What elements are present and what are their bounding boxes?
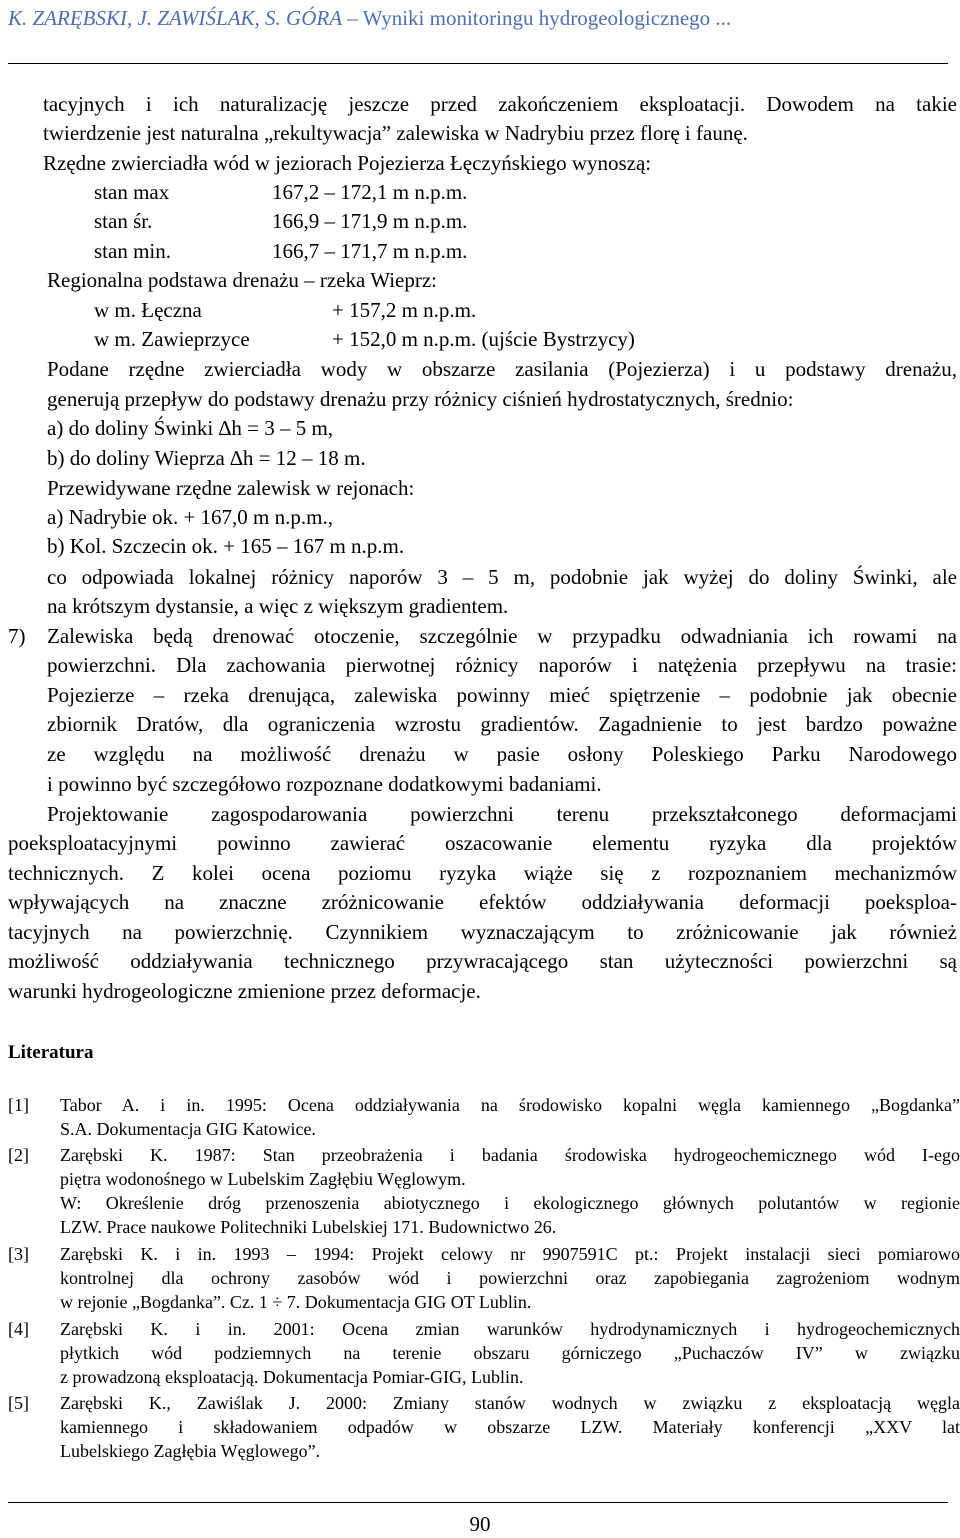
body-line: twierdzenie jest naturalna „rekultywacja” zalewiska w Nadrybiu przez florę i faunę. (43, 121, 748, 145)
list-item: b) do doliny Wieprza ∆h = 12 – 18 m. (47, 446, 366, 470)
body-line: Projektowanie zagospodarowania powierzchni terenu przekształconego deformacjami (47, 802, 957, 826)
reference-line: LZW. Prace naukowe Politechniki Lubelskiej 171. Budownictwo 26. (60, 1217, 557, 1237)
body-line: możliwość oddziaływania technicznego przywracającego stan użyteczności powierzchni są (8, 949, 957, 973)
town-label: w m. Łęczna (94, 298, 202, 322)
body-line: Rzędne zwierciadła wód w jeziorach Pojezierza Łęczyńskiego wynoszą: (43, 151, 652, 175)
reference-number: [1] (8, 1095, 29, 1115)
footer-rule (8, 1502, 948, 1503)
level-label: stan min. (94, 239, 171, 263)
reference-line: Zarębski K. i in. 2001: Ocena zmian warunków hydrodynamicznych i hydrogeochemicznych (60, 1319, 960, 1339)
header-separator: – (342, 6, 363, 30)
body-line: Podane rzędne zwierciadła wody w obszarze zasilania (Pojezierza) i u podstawy drenażu, (47, 357, 957, 381)
list-item: a) do doliny Świnki ∆h = 3 – 5 m, (47, 416, 334, 440)
body-line: Zalewiska będą drenować otoczenie, szczególnie w przypadku odwadniania ich rowami na (47, 624, 957, 648)
body-line: generują przepływ do podstawy drenażu przy różnicy ciśnień hydrostatycznych, średnio: (47, 387, 794, 411)
reference-number: [5] (8, 1393, 29, 1413)
reference-line: kontrolnej dla ochrony zasobów wód i powierzchni oraz zapobiegania zagrożeniom wodnym (60, 1268, 960, 1288)
header-rule (8, 63, 948, 64)
reference-line: Lubelskiego Zagłębia Węglowego”. (60, 1441, 321, 1461)
town-label: w m. Zawieprzyce (94, 327, 250, 351)
reference-line: S.A. Dokumentacja GIG Katowice. (60, 1119, 316, 1139)
body-line: technicznych. Z kolei ocena poziomu ryzyka wiąże się z rozpoznaniem mechanizmów (8, 861, 957, 885)
body-line: zbiornik Dratów, dla ograniczenia wzrostu gradientów. Zagadnienie to jest bardzo poważne (47, 712, 957, 736)
reference-line: piętra wodonośnego w Lubelskim Zagłębiu Węglowym. (60, 1169, 466, 1189)
page-number: 90 (469, 1512, 491, 1536)
body-line: i powinno być szczegółowo rozpoznane dodatkowymi badaniami. (47, 772, 602, 796)
body-line: poeksploatacyjnymi powinno zawierać oszacowanie elementu ryzyka dla projektów (8, 831, 957, 855)
item-number: 7) (8, 624, 26, 648)
level-value: 166,9 – 171,9 m n.p.m. (272, 209, 468, 233)
header-authors: K. ZARĘBSKI, J. ZAWIŚLAK, S. GÓRA (8, 6, 343, 30)
reference-line: z prowadzoną eksploatacją. Dokumentacja Pomiar-GIG, Lublin. (60, 1367, 524, 1387)
town-value: + 157,2 m n.p.m. (332, 298, 477, 322)
body-line: Przewidywane rzędne zalewisk w rejonach: (47, 476, 415, 500)
reference-item (8, 1143, 960, 1243)
reference-line: W: Określenie dróg przenoszenia abiotycznego i ekologicznego głównych polutantów w regionie (60, 1193, 960, 1213)
level-value: 167,2 – 172,1 m n.p.m. (272, 180, 468, 204)
literature-heading: Literatura (8, 1042, 94, 1063)
reference-line: Tabor A. i in. 1995: Ocena oddziaływania na środowisko kopalni węgla kamiennego „Bogdanka” (60, 1095, 960, 1115)
reference-item (8, 1093, 960, 1143)
body-line: tacyjnych i ich naturalizację jeszcze przed zakończeniem eksploatacji. Dowodem na takie (43, 92, 957, 116)
reference-number: [3] (8, 1244, 29, 1264)
reference-item (8, 1242, 960, 1317)
reference-line: kamiennego i składowaniem odpadów w obszarze LZW. Materiały konferencji „XXV lat (60, 1417, 960, 1437)
body-line: co odpowiada lokalnej różnicy naporów 3 – 5 m, podobnie jak wyżej do doliny Świnki, ale (47, 565, 957, 589)
body-line: ze względu na możliwość drenażu w pasie osłony Poleskiego Parku Narodowego (47, 742, 957, 766)
body-line: na krótszym dystansie, a więc z większym gradientem. (47, 594, 509, 618)
reference-item (8, 1317, 960, 1392)
body-line: powierzchni. Dla zachowania pierwotnej różnicy naporów i natężenia przepływu na trasie: (47, 653, 957, 677)
body-line: warunki hydrogeologiczne zmienione przez deformacje. (8, 979, 481, 1003)
body-line: tacyjnych na powierzchnię. Czynnikiem wyznaczającym to zróżnicowanie jak również (8, 920, 957, 944)
reference-line: płytkich wód podziemnych na terenie obszaru górniczego „Puchaczów IV” w związku (60, 1343, 960, 1363)
header-title: Wyniki monitoringu hydrogeologicznego ... (362, 6, 732, 30)
reference-item (8, 1391, 960, 1466)
level-value: 166,7 – 171,7 m n.p.m. (272, 239, 468, 263)
list-item: a) Nadrybie ok. + 167,0 m n.p.m., (47, 505, 333, 529)
reference-number: [2] (8, 1145, 29, 1165)
running-header (8, 6, 731, 31)
reference-number: [4] (8, 1319, 29, 1339)
reference-line: w rejonie „Bogdanka”. Cz. 1 ÷ 7. Dokumentacja GIG OT Lublin. (60, 1292, 532, 1312)
list-item: b) Kol. Szczecin ok. + 165 – 167 m n.p.m. (47, 534, 405, 558)
reference-line: Zarębski K., Zawiślak J. 2000: Zmiany stanów wodnych w związku z eksploatacją węgla (60, 1393, 960, 1413)
level-label: stan max (94, 180, 170, 204)
regional-base: Regionalna podstawa drenażu – rzeka Wieprz: (47, 268, 438, 292)
town-value: + 152,0 m n.p.m. (ujście Bystrzycy) (332, 327, 635, 351)
reference-line: Zarębski K. 1987: Stan przeobrażenia i badania środowiska hydrogeochemicznego wód I-ego (60, 1145, 960, 1165)
body-line: wpływających na znaczne zróżnicowanie efektów oddziaływania deformacji poeksploa- (8, 890, 957, 914)
level-label: stan śr. (94, 209, 153, 233)
reference-line: Zarębski K. i in. 1993 – 1994: Projekt celowy nr 9907591C pt.: Projekt instalacji sieci pomiarowo (60, 1244, 960, 1264)
body-line: Pojezierze – rzeka drenująca, zalewiska powinny mieć spiętrzenie – podobnie jak obecnie (47, 683, 957, 707)
